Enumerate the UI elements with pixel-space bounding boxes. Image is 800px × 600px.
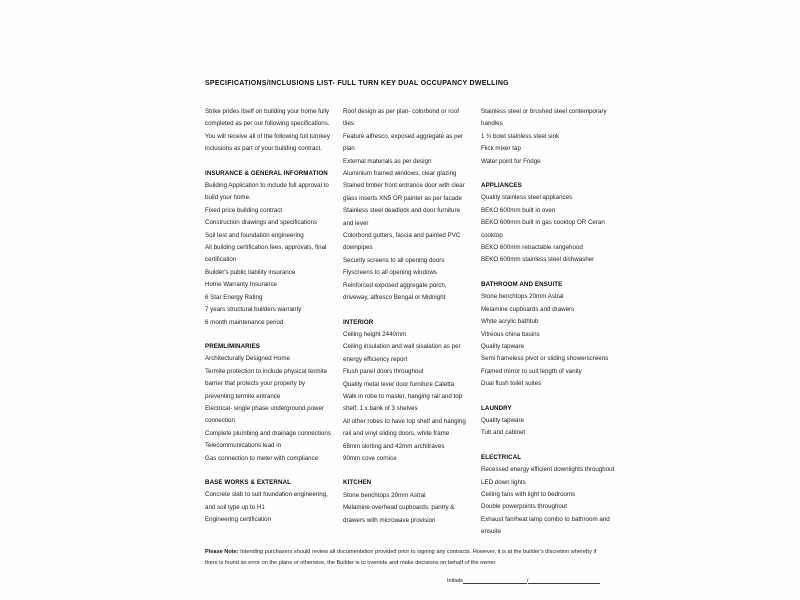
list-item: Electrical- single phase underground power connection bbox=[205, 404, 325, 425]
section bbox=[205, 106, 333, 156]
section bbox=[205, 168, 333, 329]
footer-note-label: Please Note: bbox=[205, 549, 239, 555]
list-item: Complete plumbing and drainage connections bbox=[205, 429, 331, 437]
initials-line bbox=[447, 577, 600, 584]
list-item: Fixed price building contract bbox=[205, 206, 283, 214]
list-item: Water point for Fridge bbox=[481, 157, 541, 165]
list-item: Stainless steel or brushed steel contemporary handles bbox=[481, 108, 607, 128]
list-item: Reinforced exposed aggregate porch, driveway, alfresco Bengal or Midnight bbox=[343, 281, 447, 302]
section bbox=[481, 279, 619, 391]
section bbox=[481, 403, 619, 440]
page-title: SPECIFICATIONS/INCLUSIONS LIST- FULL TURN KEY DUAL OCCUPANCY DWELLING bbox=[205, 80, 509, 87]
section-heading: APPLIANCES bbox=[481, 182, 522, 190]
list-item: Melamine overhead cupboards, pantry & drawers with microwave provision bbox=[343, 504, 455, 524]
list-item: Quality tapware bbox=[481, 342, 524, 350]
specifications-columns bbox=[205, 106, 619, 539]
list-item: Concrete slab to suit foundation engineering, and soil type up to H1 bbox=[205, 491, 328, 511]
list-item: White acrylic bathtub bbox=[481, 318, 539, 326]
list-item: Soil test and foundation engineering bbox=[205, 231, 304, 239]
section-heading: INTERIOR bbox=[343, 318, 374, 326]
section-heading: LAUNDRY bbox=[481, 404, 512, 412]
list-item: Flush panel doors throughout bbox=[343, 368, 424, 376]
list-item: Feature alfresco, exposed aggregate as per plan bbox=[343, 132, 464, 153]
list-item: Double powerpoints throughout bbox=[481, 503, 567, 511]
list-item: Gas connection to meter with compliance bbox=[205, 454, 319, 462]
list-item: Tub and cabinet bbox=[481, 429, 526, 437]
section bbox=[205, 341, 333, 465]
list-item: BEKO 600mm retractable rangehood bbox=[481, 244, 583, 252]
list-item: Quality tapware bbox=[481, 416, 524, 424]
list-item: Stainless steel deadlock and door furniture and lever bbox=[343, 207, 460, 227]
list-item: Dual flush toilet suites bbox=[481, 380, 542, 388]
list-item: Security screens to all opening doors bbox=[343, 256, 445, 264]
list-item: Construction drawings and specifications bbox=[205, 219, 318, 227]
list-item: 90mm cove cornice bbox=[343, 454, 397, 462]
section bbox=[481, 452, 619, 539]
list-item: Roof design as per plan- colorbond or roof tiles bbox=[343, 108, 459, 128]
list-item: Stone benchtops 20mm Astral bbox=[481, 293, 564, 301]
list-item: Stained timber front entrance door with clear glass inserts XN5 OR painter as per facade bbox=[343, 182, 465, 202]
section bbox=[343, 477, 471, 527]
section-heading: PREMLIMINARIES bbox=[205, 342, 261, 350]
section bbox=[343, 317, 471, 466]
list-item: 6 month maintenance period bbox=[205, 318, 284, 326]
footer-note bbox=[205, 547, 603, 569]
list-item: Colorbond gutters, fascia and painted PVC downpipes bbox=[343, 232, 461, 252]
list-item: Architecturally Designed Home bbox=[205, 355, 290, 363]
section-heading: ELECTRICAL bbox=[481, 453, 522, 461]
list-item: Ceiling fans with light to bedrooms bbox=[481, 490, 576, 498]
list-item: BEKO 600mm built in oven bbox=[481, 206, 556, 214]
list-item: Recessed energy efficient downlights throughout bbox=[481, 466, 615, 474]
list-item: LED down lights bbox=[481, 478, 526, 486]
list-item: Quality stainless steel appliances bbox=[481, 194, 573, 202]
initials-blank-second bbox=[528, 577, 600, 584]
list-item: Builder's public liability insurance bbox=[205, 268, 296, 276]
section-heading: BATHROOM AND ENSUITE bbox=[481, 280, 563, 288]
list-item: Engineering certification bbox=[205, 516, 272, 524]
initials-separator: / bbox=[526, 578, 529, 584]
list-item: All building certification fees, approvals, final certification bbox=[205, 244, 327, 264]
list-item: Framed mirror to suit length of vanity bbox=[481, 367, 582, 375]
list-item: Walk in robe to master, hanging rail and top shelf, 1 x bank of 3 shelves bbox=[343, 392, 463, 413]
section-heading: INSURANCE & GENERAL INFORMATION bbox=[205, 169, 328, 177]
column-left bbox=[205, 106, 333, 527]
initials-blank-first bbox=[463, 577, 527, 584]
list-item: Flyscreens to all opening windows bbox=[343, 269, 437, 277]
list-item: Flick mixer tap bbox=[481, 145, 521, 153]
section bbox=[343, 106, 471, 305]
list-item: 6 Star Energy Rating bbox=[205, 293, 263, 301]
list-item: Semi frameless pivot or sliding showerscreens bbox=[481, 355, 609, 363]
list-item: BEKO 600mm stainless steel dishwasher bbox=[481, 256, 595, 264]
column-right bbox=[481, 106, 619, 539]
list-item: 68mm skirting and 42mm architraves bbox=[343, 442, 445, 450]
list-item: Home Warranty Insurance bbox=[205, 281, 277, 289]
section bbox=[205, 477, 333, 527]
list-item: External materials as per design bbox=[343, 157, 432, 165]
list-item: Exhaust fan/heat lamp combo to bathroom and ensuite bbox=[481, 515, 610, 536]
list-item: Ceiling height 2440mm bbox=[343, 330, 407, 338]
list-item: Strike prides itself on building your home fully completed as per our following specifications. You will receive all of the following full turnkey inclusions as part of your building contract. bbox=[205, 108, 330, 153]
list-item: 7 years structural builders warranty bbox=[205, 306, 302, 314]
list-item: Ceiling insulation and wall sisalation as per energy efficiency report bbox=[343, 343, 461, 363]
list-item: Stone benchtops 20mm Astral bbox=[343, 491, 426, 499]
list-item: Quality metal lever door furniture Caletta bbox=[343, 380, 455, 388]
list-item: Vitreous china basins bbox=[481, 330, 540, 338]
list-item: 1 ¾ bowl stainless steel sink bbox=[481, 132, 560, 140]
column-middle bbox=[343, 106, 471, 527]
list-item: All other robes to have top shelf and hanging rail and vinyl sliding doors, white frame bbox=[343, 417, 466, 438]
section bbox=[481, 180, 619, 267]
list-item: Telecommunications lead in bbox=[205, 442, 282, 450]
section-heading: BASE WORKS & EXTERNAL bbox=[205, 478, 291, 486]
initials-label: Initials bbox=[447, 578, 463, 584]
list-item: BEKO 600mm built in gas cooktop OR Ceran cooktop bbox=[481, 219, 605, 239]
section bbox=[481, 106, 619, 168]
section-heading: KITCHEN bbox=[343, 479, 372, 487]
footer-note-text: Intending purchasers should review all documentation provided prior to signing any contracts. However, it is at the builder's discretion whereby if there is found an error on the plans or otherwise, the Builder is to override and make decisions on behalf of the owner. bbox=[205, 549, 597, 566]
list-item: Building Application to include full approval to build your home. bbox=[205, 182, 329, 202]
list-item: Melamine cupboards and drawers bbox=[481, 305, 575, 313]
list-item: Termite protection to include physical termite barrier that protects your property by preventing termite entrance bbox=[205, 367, 328, 400]
list-item: Aluminium framed windows, clear glazing bbox=[343, 170, 457, 178]
